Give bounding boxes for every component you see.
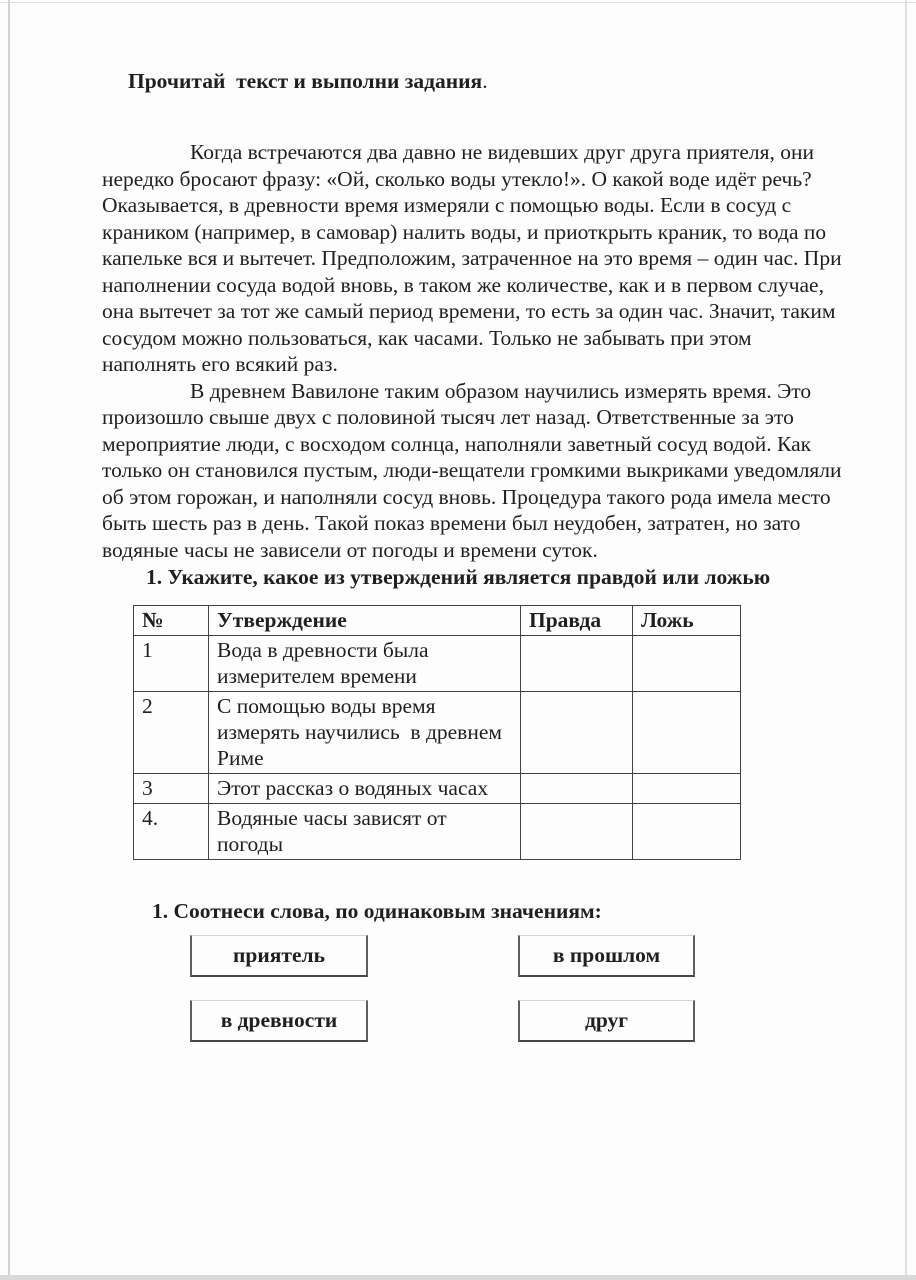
paragraph-2: В древнем Вавилоне таким образом научились измерять время. Это произошло свыше двух с половиной тысяч лет назад. Ответственные за это мероприятие люди, с восходом солнца, наполняли заветный сосуд водой. Как только он становился пустым, люди-вещатели громкими выкриками уведомляли об этом горожан, и наполняли сосуд вновь. Процедура такого рода имела место быть шесть раз в день. Такой показ времени был неудобен, затратен, но зато водяные часы не зависели от погоды и времени суток. xyxy=(102,378,847,562)
task2-heading: 1. Соотнеси слова, по одинаковым значениям: xyxy=(152,899,602,923)
answer-cell-false-3[interactable] xyxy=(633,774,741,804)
page-content xyxy=(102,68,848,1055)
table-row xyxy=(134,804,741,860)
table-row xyxy=(134,692,741,774)
word-box-v-proshlom[interactable]: в прошлом xyxy=(518,935,695,977)
statement-cell: Этот рассказ о водяных часах xyxy=(209,774,521,804)
statement-cell: С помощью воды время измерять научились в древнем Риме xyxy=(209,692,521,774)
row-number: 3 xyxy=(134,774,209,804)
task1-heading: 1. Укажите, какое из утверждений является правдой или ложью xyxy=(146,565,771,589)
page-title xyxy=(128,68,848,95)
word-box-v-drevnosti[interactable]: в древности xyxy=(190,1000,368,1042)
page-edge-left xyxy=(8,0,10,1280)
row-number: 1 xyxy=(134,636,209,692)
page-edge-bottom xyxy=(0,1275,916,1280)
word-box-priyatel[interactable]: приятель xyxy=(190,935,368,977)
table-row xyxy=(134,636,741,692)
word-box-drug[interactable]: друг xyxy=(518,1000,695,1042)
statements-table xyxy=(133,605,741,860)
table-header-row xyxy=(134,606,741,636)
page-edge-right xyxy=(905,0,907,1280)
matching-exercise xyxy=(102,935,848,1055)
answer-cell-true-2[interactable] xyxy=(521,692,633,774)
column-header-statement: Утверждение xyxy=(209,606,521,636)
answer-cell-false-2[interactable] xyxy=(633,692,741,774)
column-header-false: Ложь xyxy=(633,606,741,636)
statement-cell: Вода в древности была измерителем времени xyxy=(209,636,521,692)
column-header-true: Правда xyxy=(521,606,633,636)
answer-cell-false-1[interactable] xyxy=(633,636,741,692)
row-number: 2 xyxy=(134,692,209,774)
answer-cell-true-3[interactable] xyxy=(521,774,633,804)
answer-cell-true-1[interactable] xyxy=(521,636,633,692)
statement-cell: Водяные часы зависят от погоды xyxy=(209,804,521,860)
column-header-number: № xyxy=(134,606,209,636)
paragraph-1: Когда встречаются два давно не видевших друг друга приятеля, они нередко бросают фразу: «Ой, сколько воды утекло!». О какой воде идёт речь? Оказывается, в древности время измеряли с помощью воды. Если в сосуд с краником (например, в самовар) налить воды, и приоткрыть краник, то вода по капельке вся и вытечет. Предположим, затраченное на это время – один час. При наполнении сосуда водой вновь, в таком же количестве, как и в первом случае, она вытечет за тот же самый период времени, то есть за один час. Значит, таким сосудом можно пользоваться, как часами. Только не забывать при этом наполнять его всякий раз. xyxy=(102,140,847,376)
answer-cell-true-4[interactable] xyxy=(521,804,633,860)
page-edge-top xyxy=(0,2,916,3)
row-number: 4. xyxy=(134,804,209,860)
answer-cell-false-4[interactable] xyxy=(633,804,741,860)
page-title-text: Прочитай текст и выполни задания xyxy=(128,69,483,93)
table-row xyxy=(134,774,741,804)
page-title-period: . xyxy=(482,69,488,93)
